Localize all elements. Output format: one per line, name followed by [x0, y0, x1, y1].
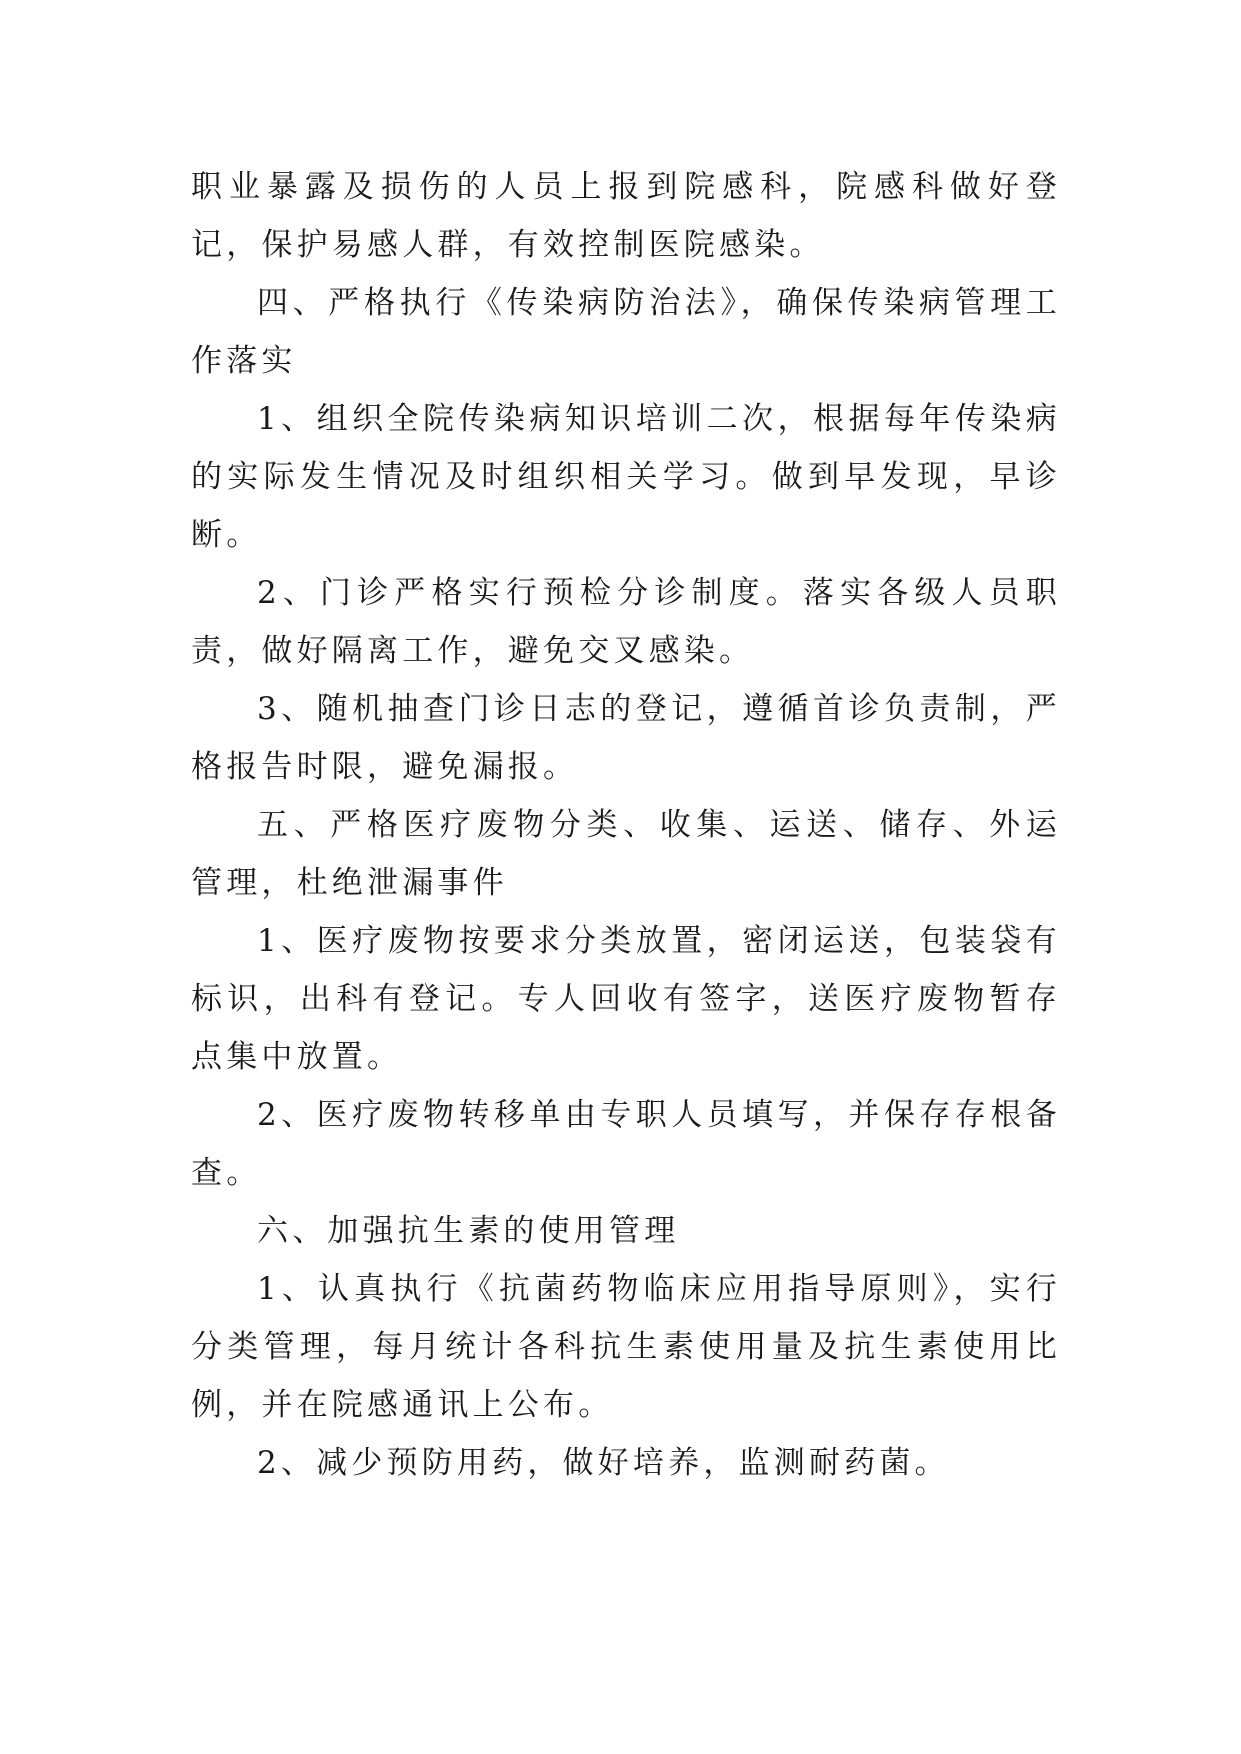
paragraph-4-1: 1、组织全院传染病知识培训二次，根据每年传染病的实际发生情况及时组织相关学习。做到早发现，早诊断。 — [191, 401, 1061, 553]
document-body — [191, 158, 1061, 1492]
paragraph-5-2: 2、医疗废物转移单由专职人员填写，并保存存根备查。 — [191, 1097, 1061, 1191]
paragraph-continuation: 职业暴露及损伤的人员上报到院感科，院感科做好登记，保护易感人群，有效控制医院感染。 — [191, 169, 1061, 263]
paragraph-4-2: 2、门诊严格实行预检分诊制度。落实各级人员职责，做好隔离工作，避免交叉感染。 — [191, 575, 1061, 669]
heading-section-5: 五、严格医疗废物分类、收集、运送、储存、外运管理，杜绝泄漏事件 — [191, 807, 1061, 901]
paragraph-5-1: 1、医疗废物按要求分类放置，密闭运送，包装袋有标识，出科有登记。专人回收有签字，送医疗废物暂存点集中放置。 — [191, 923, 1061, 1075]
paragraph-6-1: 1、认真执行《抗菌药物临床应用指导原则》，实行分类管理，每月统计各科抗生素使用量及抗生素使用比例，并在院感通讯上公布。 — [191, 1271, 1061, 1423]
paragraph-4-3: 3、随机抽查门诊日志的登记，遵循首诊负责制，严格报告时限，避免漏报。 — [191, 691, 1061, 785]
paragraph-6-2: 2、减少预防用药，做好培养，监测耐药菌。 — [257, 1445, 950, 1481]
heading-section-6: 六、加强抗生素的使用管理 — [257, 1213, 680, 1249]
heading-section-4: 四、严格执行《传染病防治法》，确保传染病管理工作落实 — [191, 285, 1061, 379]
